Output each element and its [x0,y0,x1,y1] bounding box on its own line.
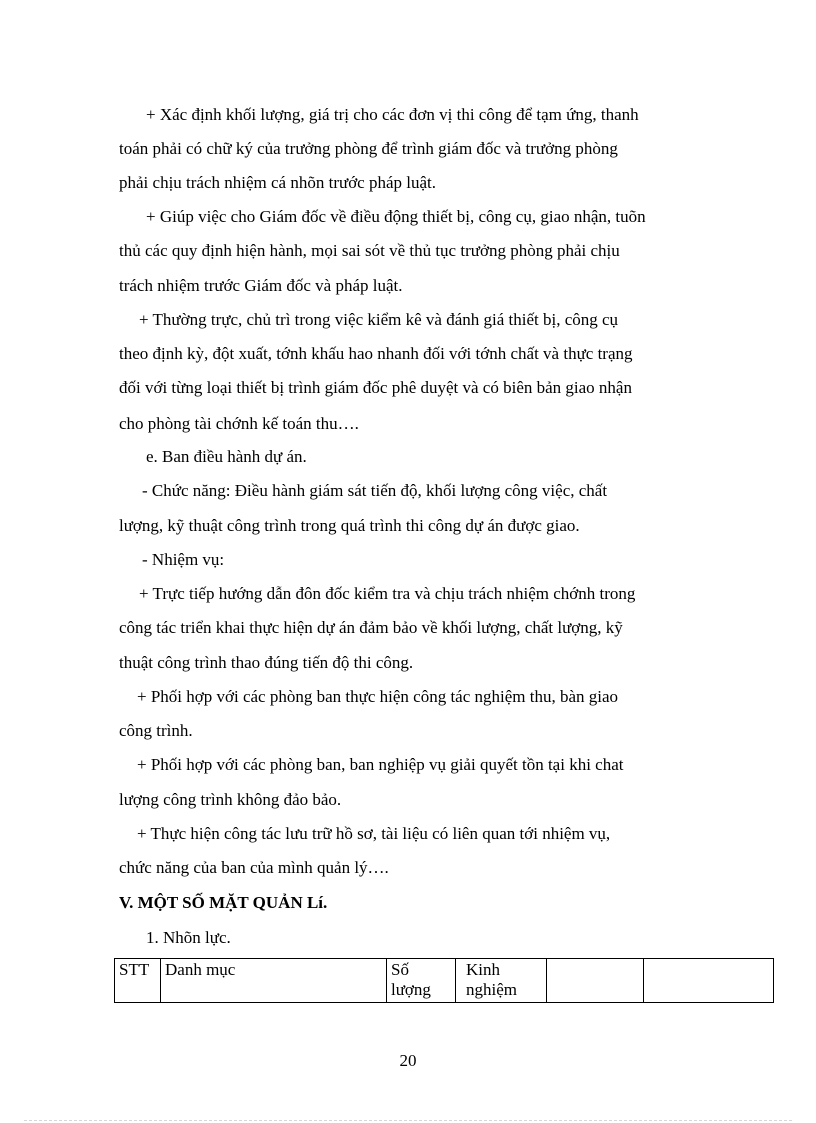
body-line: theo định kỳ, đột xuất, tớnh khấu hao nhanh đối với tớnh chất và thực trạng [119,344,633,363]
body-line: + Xác định khối lượng, giá trị cho các đơn vị thi công để tạm ứng, thanh [146,105,639,124]
body-line: phải chịu trách nhiệm cá nhõn trước pháp luật. [119,173,437,192]
body-line: + Phối hợp với các phòng ban thực hiện công tác nghiệm thu, bàn giao [137,687,619,706]
header-so-luong: Số lượng [387,959,456,1003]
header-empty-1 [547,959,644,1003]
body-line: lượng, kỹ thuật công trình trong quá trình thi công dự án được giao. [119,516,580,535]
page-bottom-divider [24,1120,792,1121]
header-empty-2 [644,959,774,1003]
subsection-heading: 1. Nhõn lực. [146,928,231,947]
table-header-row [115,959,774,1003]
body-line: + Phối hợp với các phòng ban, ban nghiệp vụ giải quyết tồn tại khi chat [137,755,624,774]
header-danh-muc: Danh mục [161,959,387,1003]
body-line: lượng công trình không đảo bảo. [119,790,342,809]
section-heading: V. MỘT SỐ MẶT QUẢN Lí. [119,893,328,912]
body-line: chức năng của ban của mình quản lý…. [119,858,389,877]
body-line: trách nhiệm trước Giám đốc và pháp luật. [119,276,403,295]
body-line: - Nhiệm vụ: [142,550,225,569]
body-line: đối với từng loại thiết bị trình giám đốc phê duyệt và có biên bản giao nhận [119,378,632,397]
header-stt: STT [115,959,161,1003]
body-line: toán phải có chữ ký của trưởng phòng để trình giám đốc và trưởng phòng [119,139,618,158]
body-line: cho phòng tài chớnh kế toán thu…. [119,414,359,433]
body-line: e. Ban điều hành dự án. [146,447,307,466]
body-line: + Thường trực, chủ trì trong việc kiểm kê và đánh giá thiết bị, công cụ [139,310,619,329]
body-line: công trình. [119,721,193,740]
body-line: thuật công trình thao đúng tiến độ thi công. [119,653,414,672]
body-line: + Giúp việc cho Giám đốc về điều động thiết bị, công cụ, giao nhận, tuõn [146,207,646,226]
body-line: + Trực tiếp hướng dẫn đôn đốc kiểm tra và chịu trách nhiệm chớnh trong [139,584,636,603]
page-number: 20 [399,1051,417,1070]
header-kinh-nghiem: Kinh nghiệm [456,959,547,1003]
body-line: thủ các quy định hiện hành, mọi sai sót về thủ tục trưởng phòng phải chịu [119,241,620,260]
body-line: + Thực hiện công tác lưu trữ hồ sơ, tài liệu có liên quan tới nhiệm vụ, [137,824,611,843]
body-line: công tác triển khai thực hiện dự án đảm bảo về khối lượng, chất lượng, kỹ [119,618,623,637]
body-line: - Chức năng: Điều hành giám sát tiến độ, khối lượng công việc, chất [142,481,608,500]
staff-table [114,958,774,1003]
